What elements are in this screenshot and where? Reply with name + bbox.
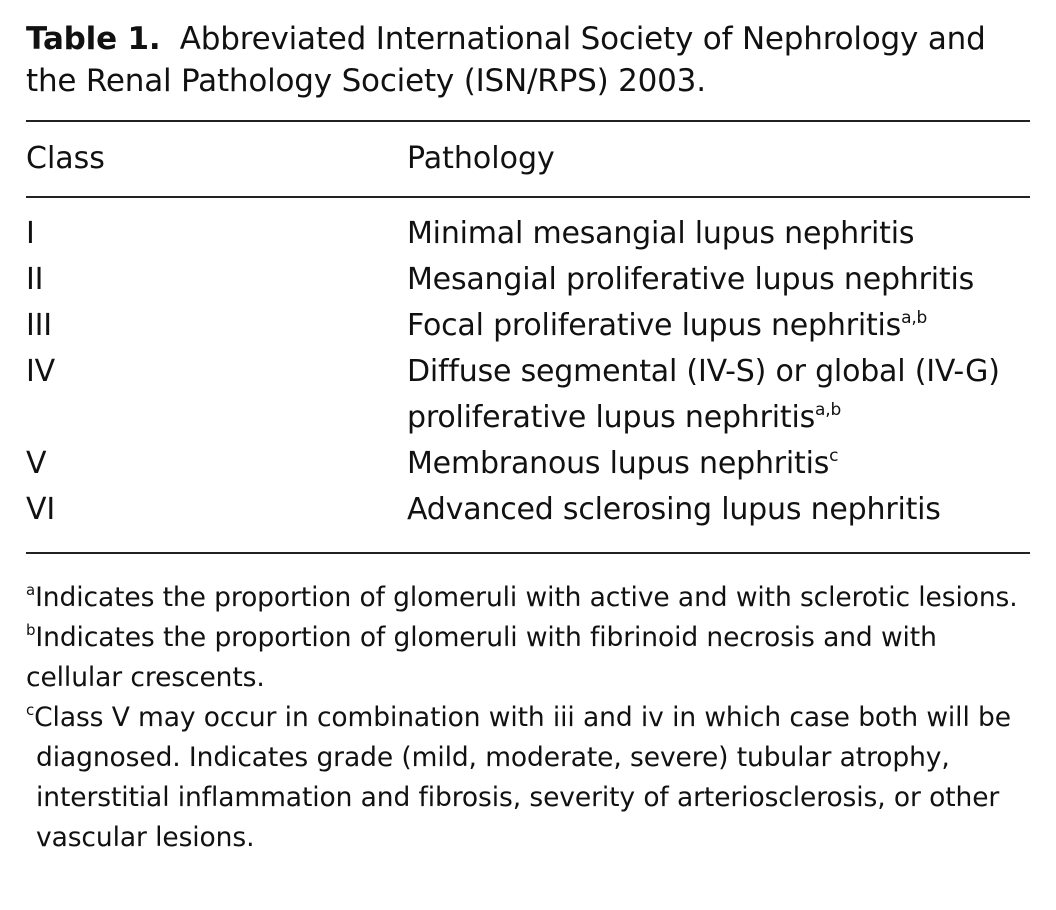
footnote-a — [26, 578, 1030, 618]
class-cell: III — [26, 308, 52, 343]
footnote-mark: c — [26, 701, 35, 719]
column-header-class: Class — [26, 141, 105, 176]
table-top-rule — [26, 120, 1030, 122]
class-cell: VI — [26, 492, 55, 527]
footnote-c — [26, 698, 1030, 858]
table-row — [26, 257, 1036, 303]
table-row — [26, 487, 1036, 533]
footnote-mark: a,b — [901, 308, 928, 328]
pathology-cell — [407, 211, 1036, 257]
footnote-mark: b — [26, 621, 36, 639]
class-cell: II — [26, 262, 44, 297]
footnote-mark: a — [26, 581, 36, 599]
footnote-b — [26, 618, 1030, 698]
table-row — [26, 441, 1036, 487]
class-cell: I — [26, 216, 35, 251]
table-row — [26, 211, 1036, 257]
footnote-text: Class V may occur in combination with iii and iv in which case both will be diagnosed. Indicates grade (mild, moderate, severe) tubular atrophy, interstitial inflammation and fibrosis, severity of arteriosclerosis, or other vascular lesions. — [34, 702, 1011, 853]
footnote-text: Indicates the proportion of glomeruli with active and with sclerotic lesions. — [35, 582, 1018, 613]
table-footnotes — [26, 578, 1030, 858]
pathology-text: Focal proliferative lupus nephritis — [407, 308, 902, 343]
pathology-text: Mesangial proliferative lupus nephritis — [407, 262, 975, 297]
pathology-text: Advanced sclerosing lupus nephritis — [407, 492, 941, 527]
pathology-cell — [407, 303, 1036, 349]
caption-label: Table 1. — [26, 21, 161, 57]
column-header-pathology: Pathology — [407, 141, 555, 176]
pathology-text: Membranous lupus nephritis — [407, 446, 830, 481]
pathology-text: Minimal mesangial lupus nephritis — [407, 216, 915, 251]
class-cell: IV — [26, 354, 55, 389]
pathology-cell — [407, 487, 1036, 533]
caption-text: Abbreviated International Society of Nephrology and the Renal Pathology Society (ISN/RPS) 2003. — [26, 21, 986, 99]
footnote-mark: a,b — [815, 400, 842, 420]
table-row — [26, 303, 1036, 349]
pathology-cell — [407, 257, 1036, 303]
pathology-text: Diffuse segmental (IV-S) or global (IV-G) proliferative lupus nephritis — [407, 354, 1000, 435]
pathology-cell — [407, 349, 1036, 441]
table-caption — [26, 18, 1036, 102]
table-body — [26, 211, 1036, 533]
pathology-cell — [407, 441, 1036, 487]
footnote-text: Indicates the proportion of glomeruli with fibrinoid necrosis and with cellular crescents. — [26, 622, 937, 693]
table-row — [26, 349, 1036, 441]
class-cell: V — [26, 446, 47, 481]
table-bottom-rule — [26, 552, 1030, 554]
footnote-mark: c — [829, 446, 839, 466]
table-header-rule — [26, 196, 1030, 198]
